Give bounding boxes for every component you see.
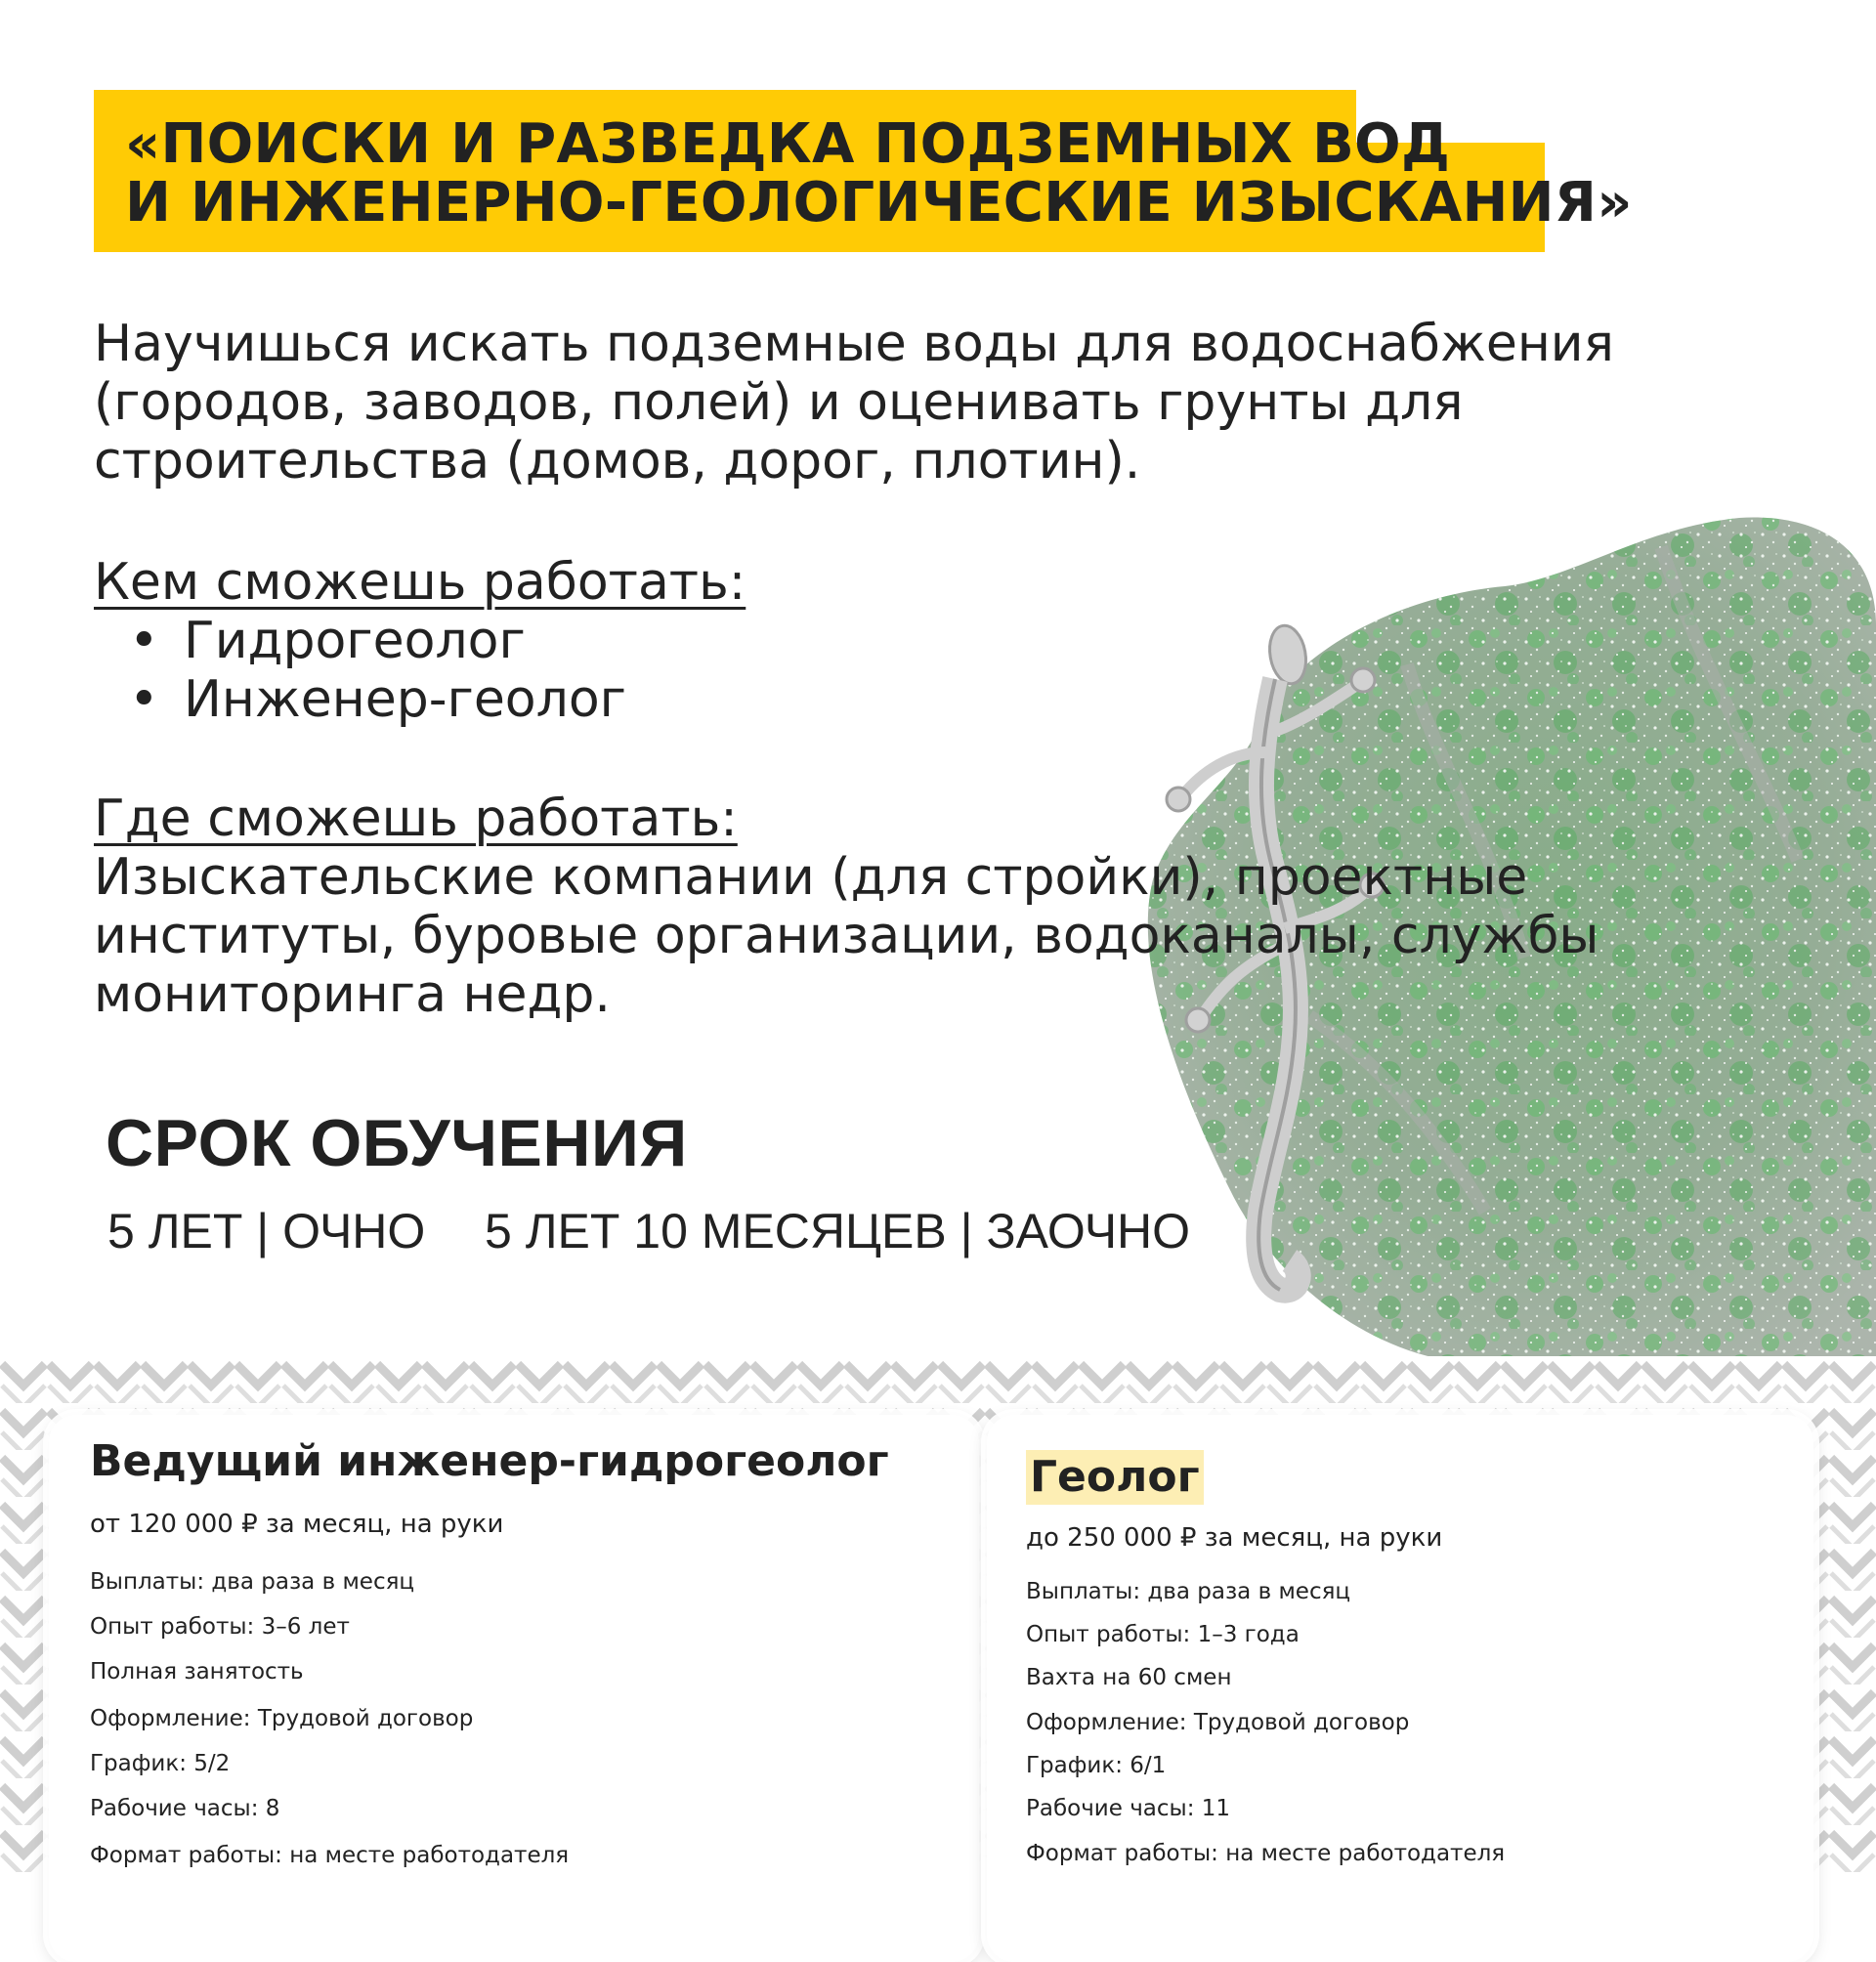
vacancy-detail: Вахта на 60 смен: [1026, 1665, 1232, 1690]
profession-item: [129, 670, 626, 729]
profession-label: Инженер-геолог: [184, 670, 626, 729]
vacancy-detail: График: 5/2: [90, 1751, 231, 1776]
vacancy-detail: Опыт работы: 3–6 лет: [90, 1614, 350, 1640]
vacancy-detail: Рабочие часы: 8: [90, 1796, 280, 1821]
vacancy-detail: Опыт работы: 1–3 года: [1026, 1622, 1300, 1647]
profession-label: Гидрогеолог: [184, 612, 526, 670]
where-line-3: мониторинга недр.: [94, 965, 611, 1024]
intro-line-1: Научишься искать подземные воды для водоснабжения: [94, 315, 1614, 373]
vacancy-title: Ведущий инженер-гидрогеолог: [90, 1436, 889, 1486]
who-heading: Кем сможешь работать:: [94, 553, 746, 612]
where-line-2: институты, буровые организации, водоканалы, службы: [94, 907, 1599, 965]
bullet-icon: •: [129, 612, 159, 670]
term-title: СРОК ОБУЧЕНИЯ: [106, 1106, 688, 1180]
profession-item: [129, 612, 526, 670]
vacancy-detail: Выплаты: два раза в месяц: [1026, 1579, 1351, 1604]
vacancy-salary: до 250 000 ₽ за месяц, на руки: [1026, 1523, 1443, 1553]
vacancy-detail: Оформление: Трудовой договор: [1026, 1710, 1410, 1735]
bullet-icon: •: [129, 670, 159, 729]
term-part-time: 5 ЛЕТ 10 МЕСЯЦЕВ | ЗАОЧНО: [485, 1204, 1191, 1258]
vacancy-detail: Выплаты: два раза в месяц: [90, 1569, 415, 1595]
where-line-1: Изыскательские компании (для стройки), проектные: [94, 848, 1528, 907]
vacancy-card: [987, 1415, 1813, 1962]
intro-line-3: строительства (домов, дорог, плотин).: [94, 432, 1141, 490]
vacancy-detail: Полная занятость: [90, 1659, 304, 1685]
vacancy-detail: Оформление: Трудовой договор: [90, 1706, 474, 1731]
title-line-2: И ИНЖЕНЕРНО-ГЕОЛОГИЧЕСКИЕ ИЗЫСКАНИЯ»: [125, 171, 1633, 235]
vacancy-title: Геолог: [1026, 1450, 1204, 1505]
vacancy-detail: Формат работы: на месте работодателя: [90, 1843, 570, 1868]
vacancy-detail: График: 6/1: [1026, 1753, 1167, 1778]
where-paragraph: [94, 848, 1599, 1024]
title-line-1: «ПОИСКИ И РАЗВЕДКА ПОДЗЕМНЫХ ВОД: [125, 112, 1451, 176]
vacancy-detail: Формат работы: на месте работодателя: [1026, 1841, 1506, 1866]
vacancy-detail: Рабочие часы: 11: [1026, 1796, 1231, 1821]
term-full-time: 5 ЛЕТ | ОЧНО: [107, 1204, 426, 1258]
vacancy-salary: от 120 000 ₽ за месяц, на руки: [90, 1510, 504, 1539]
where-heading: Где сможешь работать:: [94, 789, 738, 848]
intro-paragraph: [94, 315, 1677, 490]
vacancy-card: [49, 1415, 979, 1962]
intro-line-2: (городов, заводов, полей) и оценивать грунты для: [94, 373, 1464, 432]
